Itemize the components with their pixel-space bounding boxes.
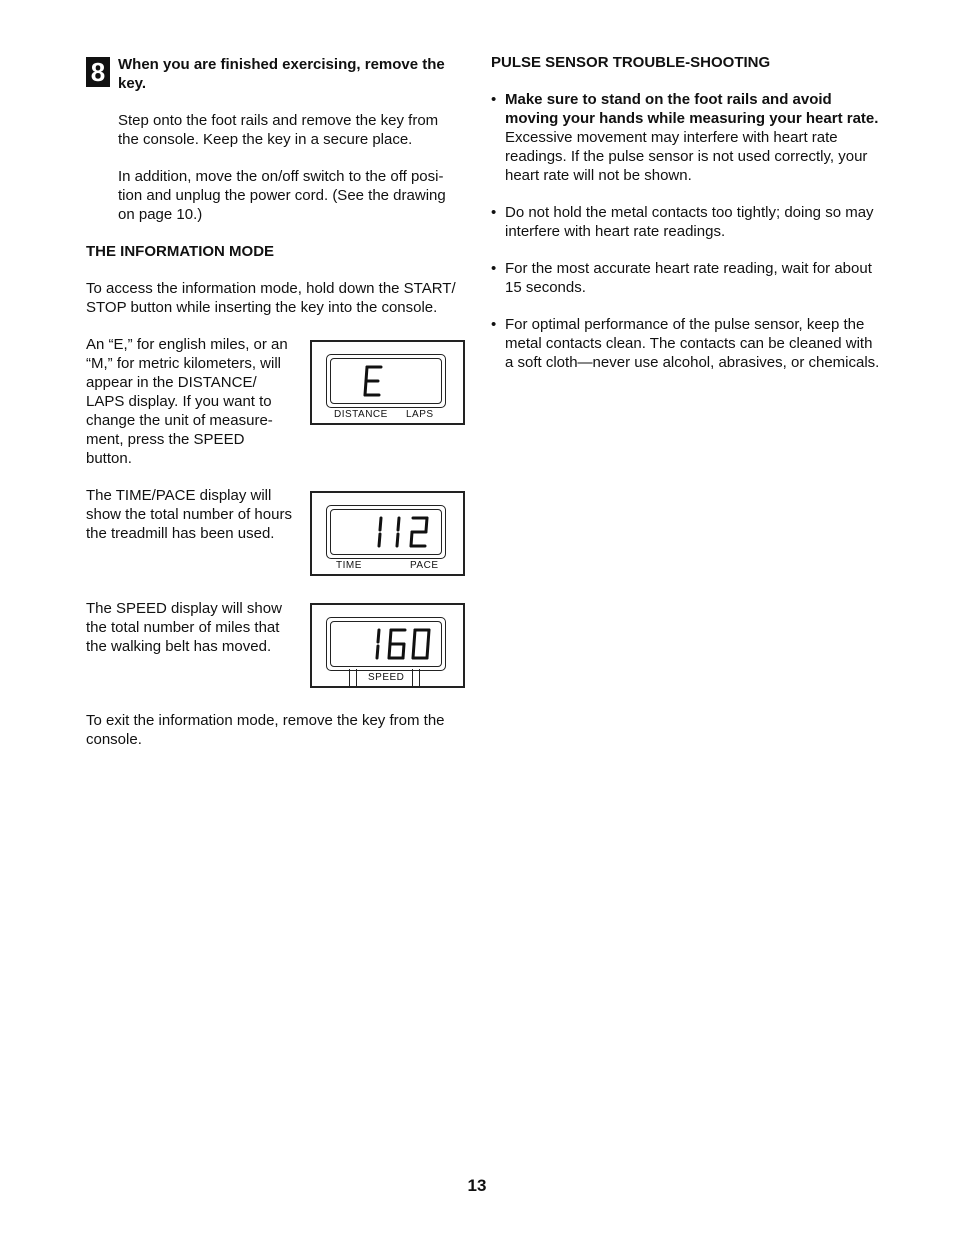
pace-label: PACE [410, 560, 439, 571]
distance-digit-e [363, 365, 385, 397]
distance-display-description: An “E,” for english miles, or an “M,” for metric kilometers, will appear in the DISTANCE/ LAPS display. If you want to change the unit of measure-ment, press the SPEED button. [86, 336, 288, 467]
pulse-bullet-3-text: For the most accurate heart rate reading, wait for about 15 seconds. [505, 260, 872, 296]
pulse-bullet-1-text: Excessive movement may interfere with heart rate readings. If the pulse sensor is not used correctly, your heart rate will not be shown. [505, 129, 868, 184]
time-digits-112 [371, 516, 437, 548]
pulse-bullet-1 [491, 90, 881, 185]
bullet-marker: • [491, 316, 497, 333]
pulse-bullet-2 [491, 203, 881, 241]
speed-display-description: The SPEED display will show the total number of miles that the walking belt has moved. [86, 600, 282, 655]
time-pace-display-panel [310, 491, 465, 576]
distance-lcd-screen [326, 354, 446, 408]
distance-laps-display-panel [310, 340, 465, 425]
bullet-marker: • [491, 91, 497, 108]
time-lcd-screen [326, 505, 446, 559]
step-paragraph-2: In addition, move the on/off switch to the off posi-tion and unplug the power cord. (See the drawing on page 10.) [118, 168, 446, 223]
speed-digits-160 [371, 628, 437, 660]
laps-label: LAPS [406, 409, 434, 420]
step-title: When you are finished exercising, remove the key. [118, 56, 445, 92]
bullet-marker: • [491, 204, 497, 221]
step-number-badge: 8 [86, 57, 110, 87]
pulse-bullet-4 [491, 315, 881, 372]
time-label: TIME [336, 560, 362, 571]
pulse-bullet-3 [491, 259, 881, 297]
pulse-bullet-4-text: For optimal performance of the pulse sensor, keep the metal contacts clean. The contacts can be cleaned with a soft cloth—never use alcohol, abrasives, or chemicals. [505, 316, 880, 371]
page-number: 13 [467, 1176, 487, 1195]
distance-label: DISTANCE [334, 409, 388, 420]
info-mode-exit: To exit the information mode, remove the key from the console. [86, 712, 445, 748]
speed-label: SPEED [368, 672, 405, 683]
bullet-marker: • [491, 260, 497, 277]
info-mode-intro: To access the information mode, hold down the START/ STOP button while inserting the key into the console. [86, 280, 456, 316]
speed-display-panel [310, 603, 465, 688]
speed-lcd-screen [326, 617, 446, 671]
pulse-bullet-1-bold: Make sure to stand on the foot rails and avoid moving your hands while measuring your heart rate. [505, 91, 879, 127]
step-paragraph-1: Step onto the foot rails and remove the key from the console. Keep the key in a secure place. [118, 112, 439, 148]
time-display-description: The TIME/PACE display will show the total number of hours the treadmill has been used. [86, 487, 292, 542]
pulse-heading: PULSE SENSOR TROUBLE-SHOOTING [491, 54, 771, 71]
pulse-bullet-2-text: Do not hold the metal contacts too tightly; doing so may interfere with heart rate readings. [505, 204, 874, 240]
info-mode-heading: THE INFORMATION MODE [86, 243, 275, 260]
